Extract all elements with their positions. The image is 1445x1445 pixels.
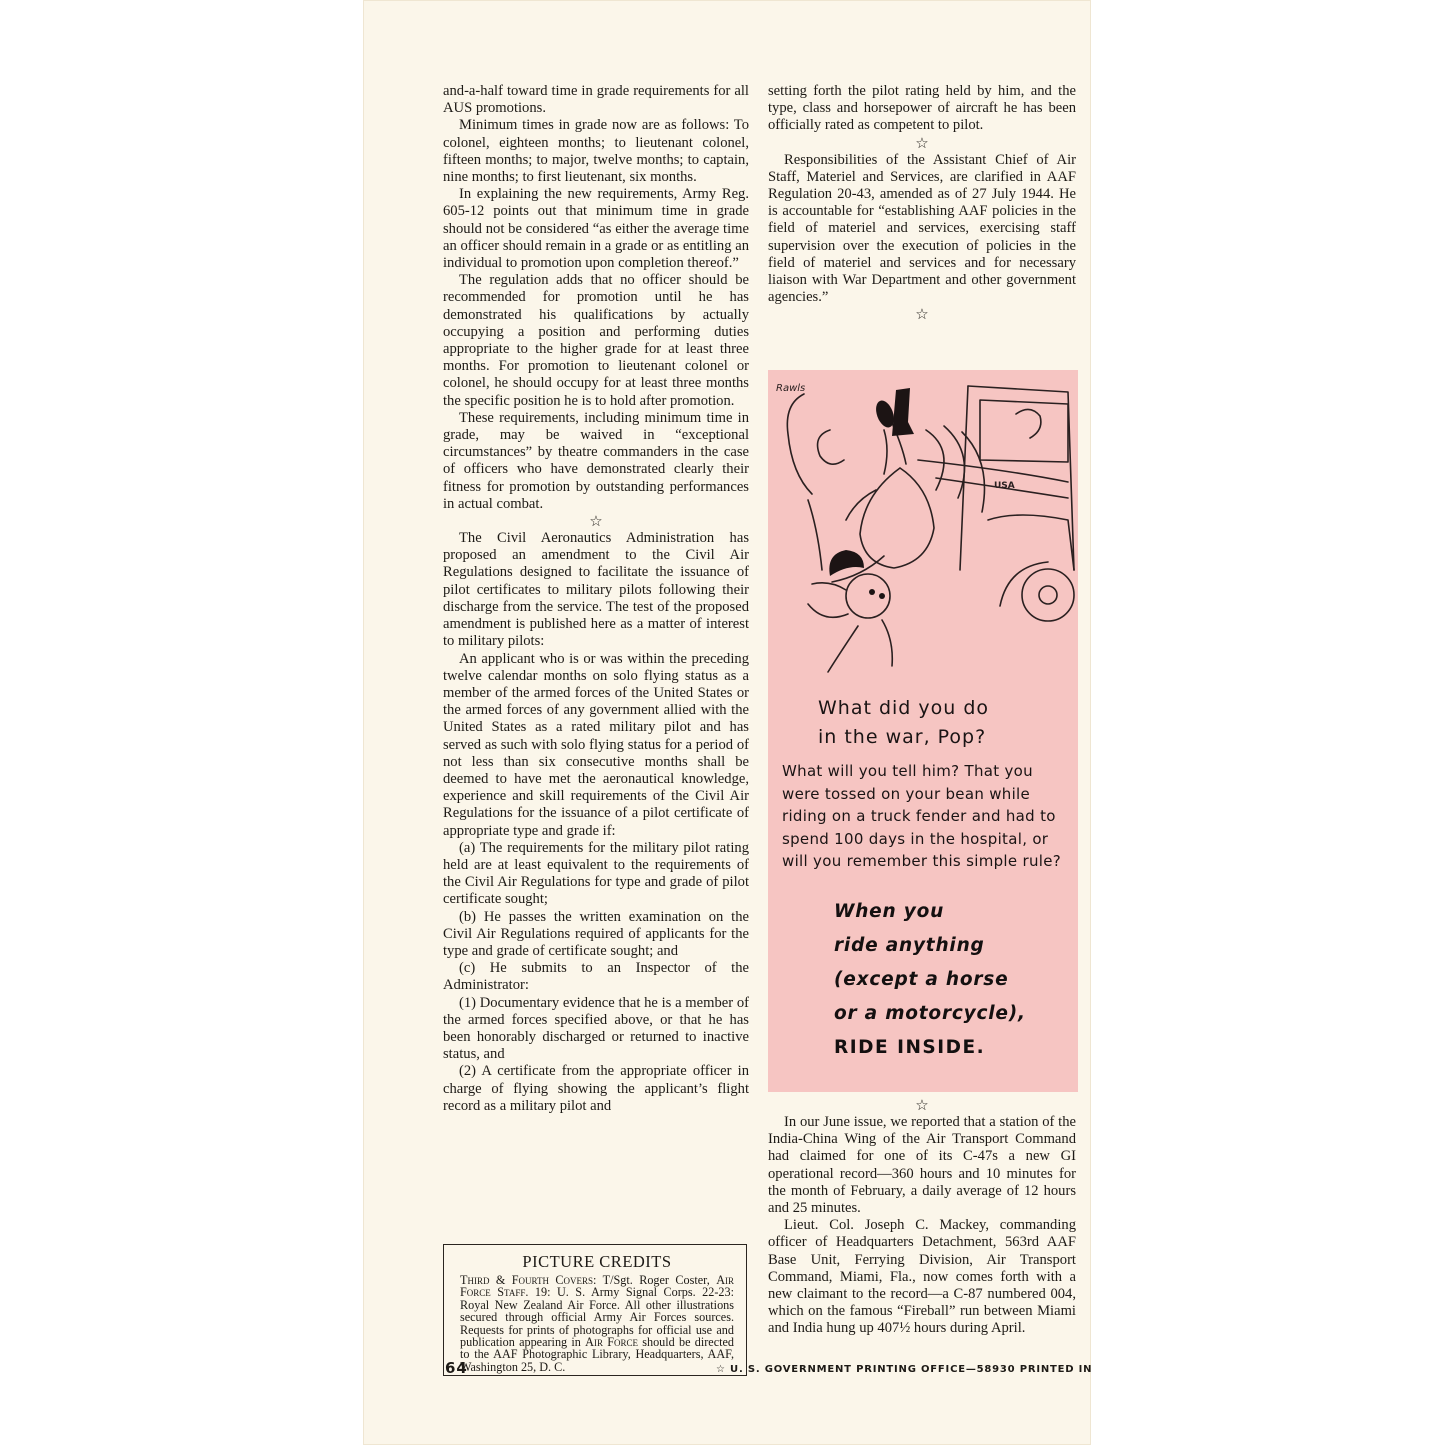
ad-headline-line: What did you do [818,697,990,719]
ad-headline [818,694,1068,752]
star-separator-icon: ☆ [915,305,929,324]
star-separator-icon: ☆ [915,133,929,152]
star-separator-icon: ☆ [589,512,603,531]
ad-body-text: What will you tell him? That you were tossed on your bean while riding on a truck fender and had to spend 100 days in the hospital, or will you remember this simple rule? [782,762,1062,871]
paragraph: Responsibilities of the Assistant Chief of Air Staff, Materiel and Services, are clarified in AAF Regulation 20-43, amended as of 27 July 1944. He is accountable for “establishing AAF policies in the field of materiel and services, exercising staff supervision over the execution of policies in the field of materiel and services and for necessary liaison with War Department and other government agencies.” [768,151,1076,306]
safety-advertisement [768,370,1078,1092]
paragraph: setting forth the pilot rating held by him, and the type, class and horsepower of aircraft he has been officially rated as competent to pilot. [768,83,1076,134]
credits-staff: Air Force Staff. [460,1273,735,1300]
credits-text: should be directed to the AAF Photographic Library, Headquarters, AAF, Washington 25, D. C. [460,1335,735,1374]
ad-rule-line: (except a horse [834,969,1009,990]
artist-signature: Rawls [776,383,806,394]
picture-credits-title: PICTURE CREDITS [522,1252,672,1271]
credits-magazine-name: Air Force [585,1335,638,1350]
paragraph: (a) The requirements for the military pilot rating held are at least equivalent to the requirements of the Civil Air Regulations for type and grade of pilot certificate sought; [443,839,749,908]
paragraph: and-a-half toward time in grade requirements for all AUS promotions. [443,83,749,117]
left-column [443,83,749,1115]
picture-credits-text [460,1274,734,1373]
credits-text: 19: U. S. Army Signal Corps. 22-23: Royal New Zealand Air Force. All other illustrations secured through official Army Air Forces sources. Requests for prints of photographs for official use and publication appearing in [460,1285,734,1350]
cartoon-soldier-falling-from-truck [768,370,1078,690]
paragraph: These requirements, including minimum time in grade, may be waived in “exceptional circumstances” by theatre commanders in the case of officers who have demonstrated clearly their fitness for promotion by outstanding performances in actual combat. [443,409,749,512]
paragraph: The regulation adds that no officer should be recommended for promotion until he has demonstrated his qualifications by actually occupying a position and performing duties appropriate to the higher grade for at least three months. For promotion to lieutenant colonel or colonel, he should occupy for at least three months the specific position he is to hold after promotion. [443,272,749,409]
ad-rule-line: ride anything [834,935,985,956]
picture-credits-box [443,1244,747,1376]
ad-safety-rule [834,895,1064,1065]
paragraph: An applicant who is or was within the preceding twelve calendar months on solo flying status as a member of the armed forces of the United States or the armed forces of any government allied with the United States as a rated military pilot and has served as such with solo flying status for a period of not less than six consecutive months shall be deemed to have met the aeronautical knowledge, experience and skill requirements of the Civil Air Regulations for the issuance of a pilot certificate of appropriate type and grade if: [443,650,749,839]
right-column-lower [768,1097,1076,1338]
credits-covers-label: Third & Fourth Covers: [460,1273,597,1287]
truck-marking: USA [994,481,1015,491]
paragraph: In explaining the new requirements, Army Reg. 605-12 points out that minimum time in grade should not be considered “as either the average time an officer should remain in a grade or as entitling an individual to promotion upon completion thereof.” [443,186,749,272]
paragraph: (b) He passes the written examination on the Civil Air Regulations required of applicants for the type and grade of certificate sought; and [443,908,749,959]
paragraph: In our June issue, we reported that a station of the India-China Wing of the Air Transport Command had claimed for one of its C-47s a new GI operational record—360 hours and 10 minutes for the month of February, a daily average of 12 hours and 25 minutes. [768,1114,1076,1217]
paragraph: Lieut. Col. Joseph C. Mackey, commanding officer of Headquarters Detachment, 563rd AAF Base Unit, Ferrying Division, Air Transport Command, Miami, Fla., now comes forth with a new claimant to the record—a C-87 numbered 004, which on the famous “Fireball” run between Miami and India hung up 407½ hours during April. [768,1217,1076,1337]
paragraph: (2) A certificate from the appropriate officer in charge of flying showing the applicant’s flight record as a military pilot and [443,1063,749,1114]
right-column [768,83,1076,323]
paragraph: Minimum times in grade now are as follows: To colonel, eighteen months; to lieutenant colonel, fifteen months; to major, twelve months; to captain, nine months; to first lieutenant, six months. [443,117,749,186]
printer-imprint: ☆ U. S. GOVERNMENT PRINTING OFFICE—58930 PRINTED IN [716,1364,1093,1375]
paragraph: The Civil Aeronautics Administration has proposed an amendment to the Civil Air Regulations designed to facilitate the issuance of pilot certificates to military pilots following their discharge from the service. The test of the proposed amendment is published here as a matter of interest to military pilots: [443,530,749,650]
paragraph: (1) Documentary evidence that he is a member of the armed forces specified above, or that he has been honorably discharged or returned to inactive status, and [443,994,749,1063]
star-separator-icon: ☆ [915,1096,929,1114]
ad-rule-line: When you [834,901,945,922]
ad-rule-line: or a motorcycle), [834,1003,1026,1024]
ad-headline-line: in the war, Pop? [818,726,987,748]
credits-covers-text: T/Sgt. Roger Coster, [602,1273,710,1287]
page-number: 64 [445,1359,468,1377]
ad-rule-line: RIDE INSIDE. [834,1037,986,1058]
paragraph: (c) He submits to an Inspector of the Administrator: [443,960,749,994]
